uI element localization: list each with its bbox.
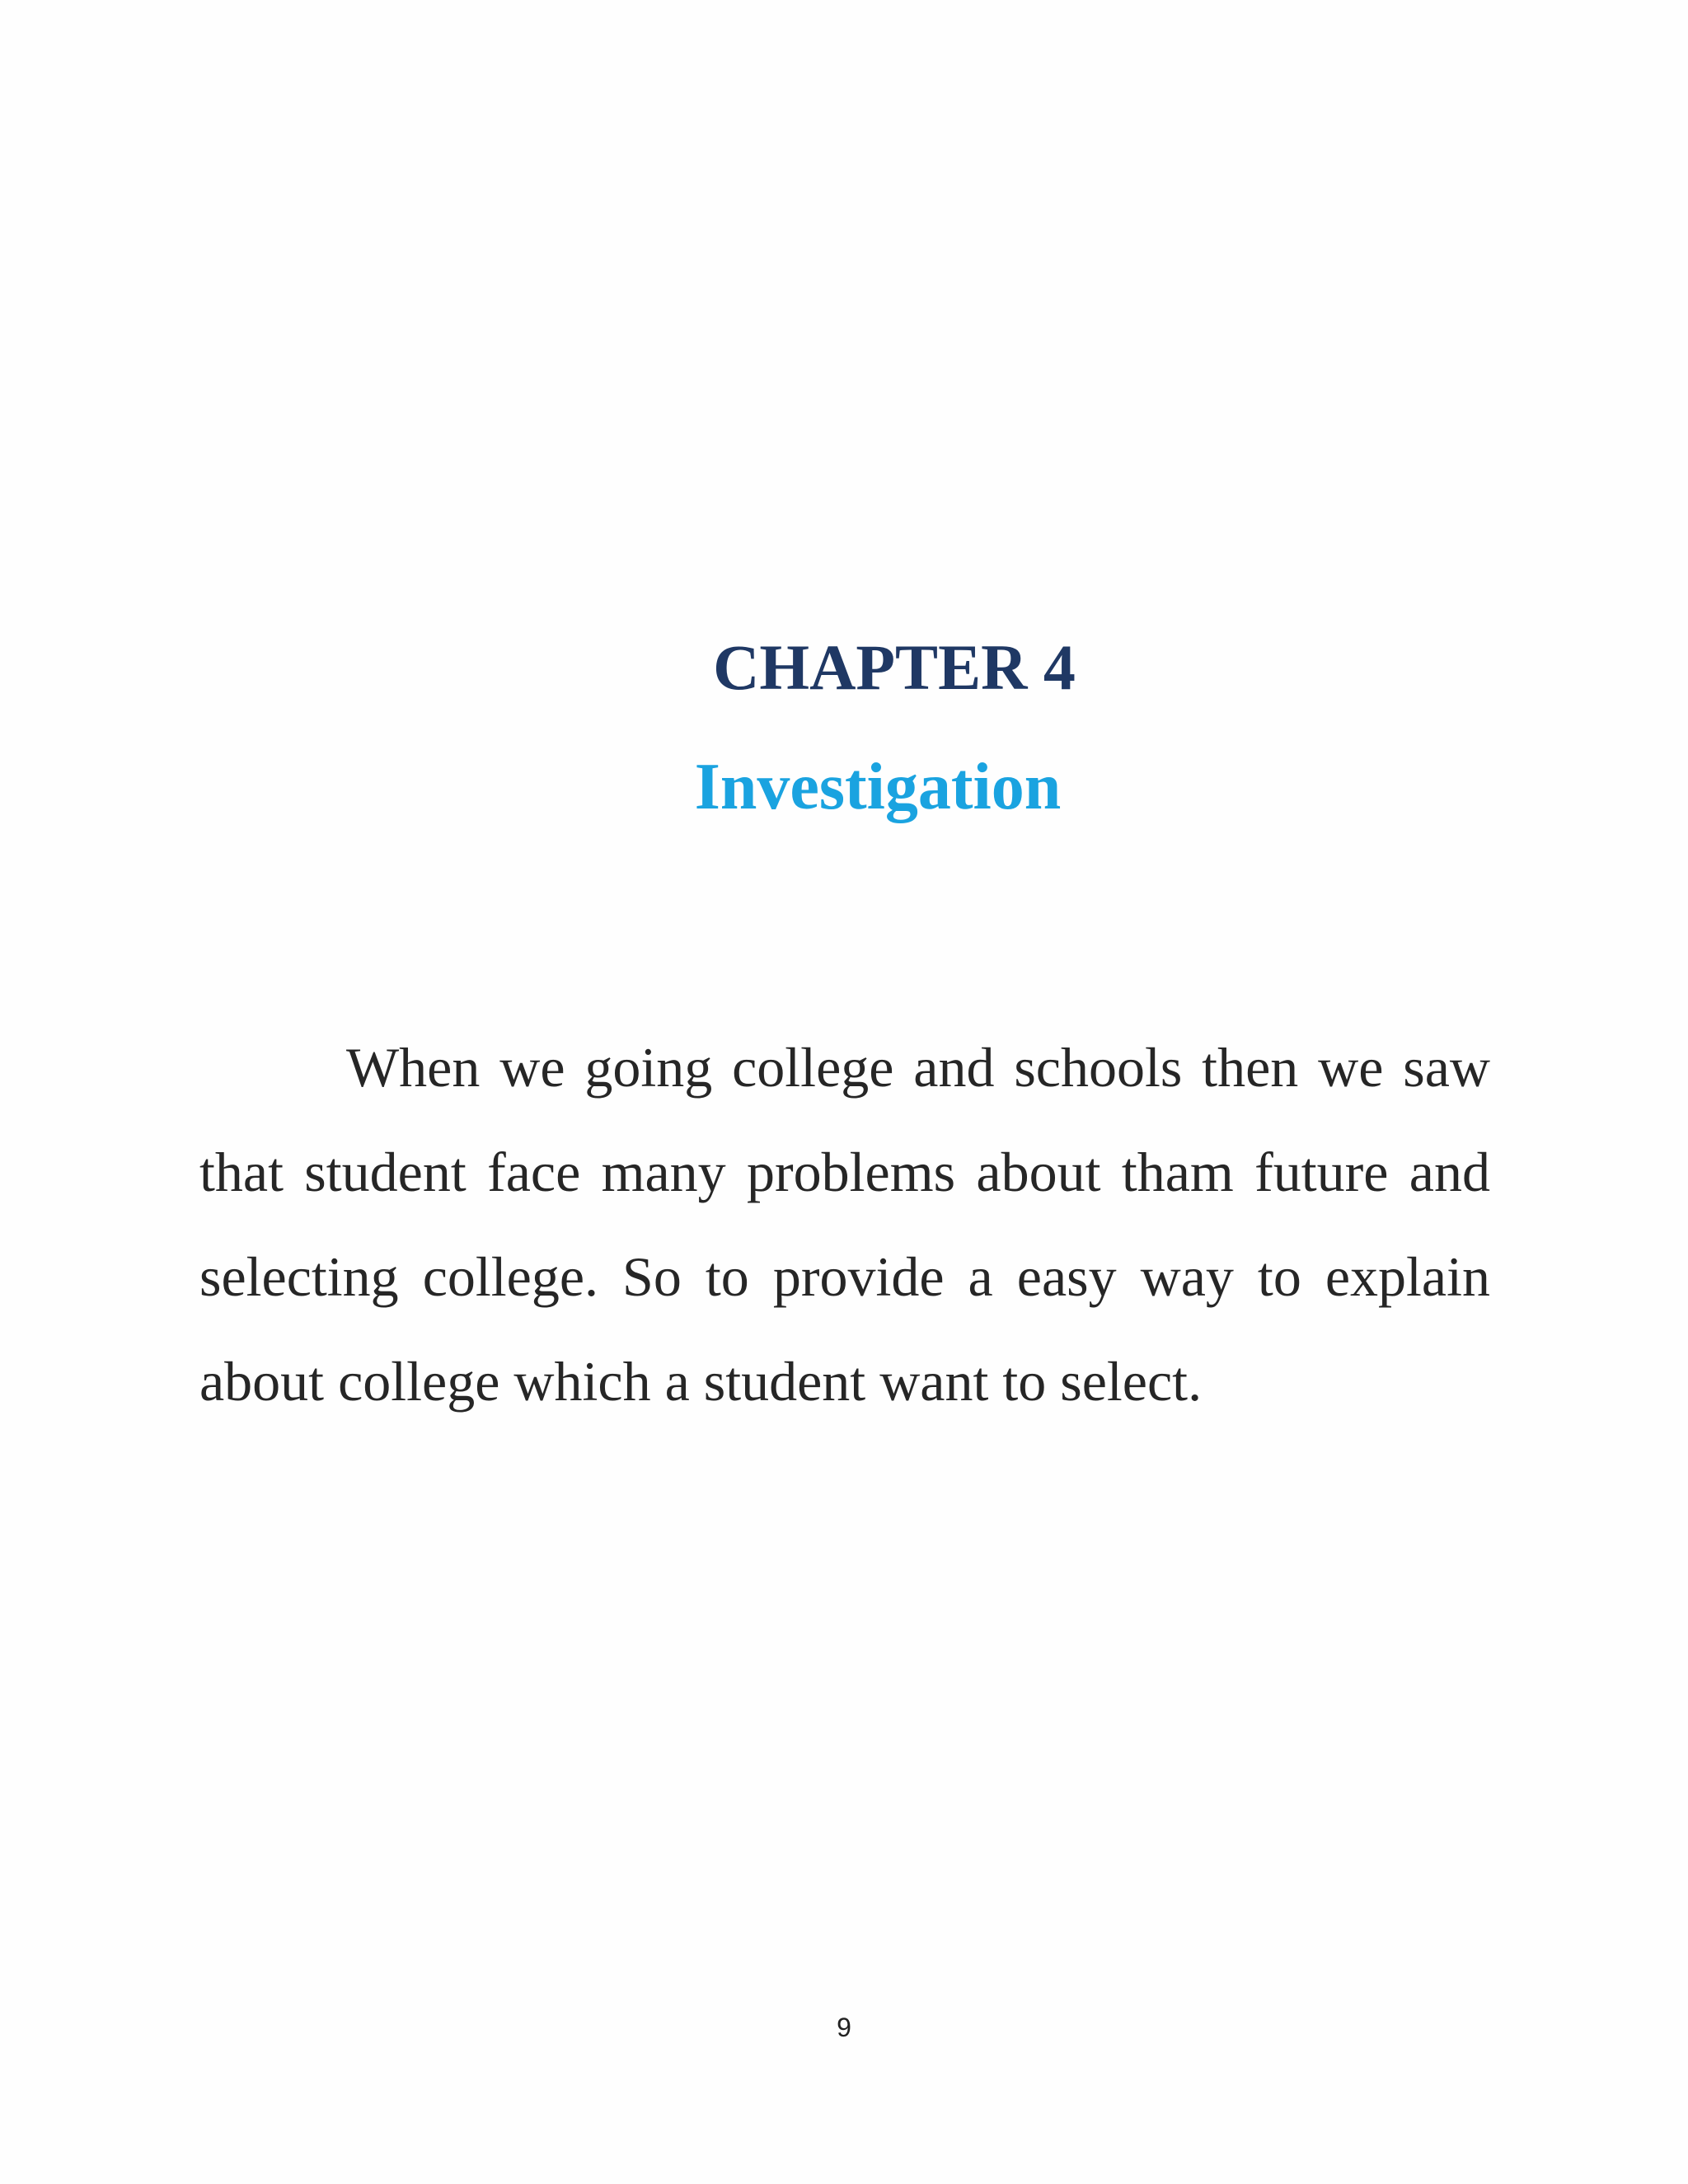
chapter-title: CHAPTER 4 (713, 631, 1076, 703)
body-paragraph: When we going college and schools then we saw that student face many problems about tham future and selecting college. So to provide a easy way to explain about college which a student want to select. (199, 1036, 1490, 1413)
page-number: 9 (837, 2013, 851, 2042)
chapter-subtitle: Investigation (694, 751, 1062, 823)
